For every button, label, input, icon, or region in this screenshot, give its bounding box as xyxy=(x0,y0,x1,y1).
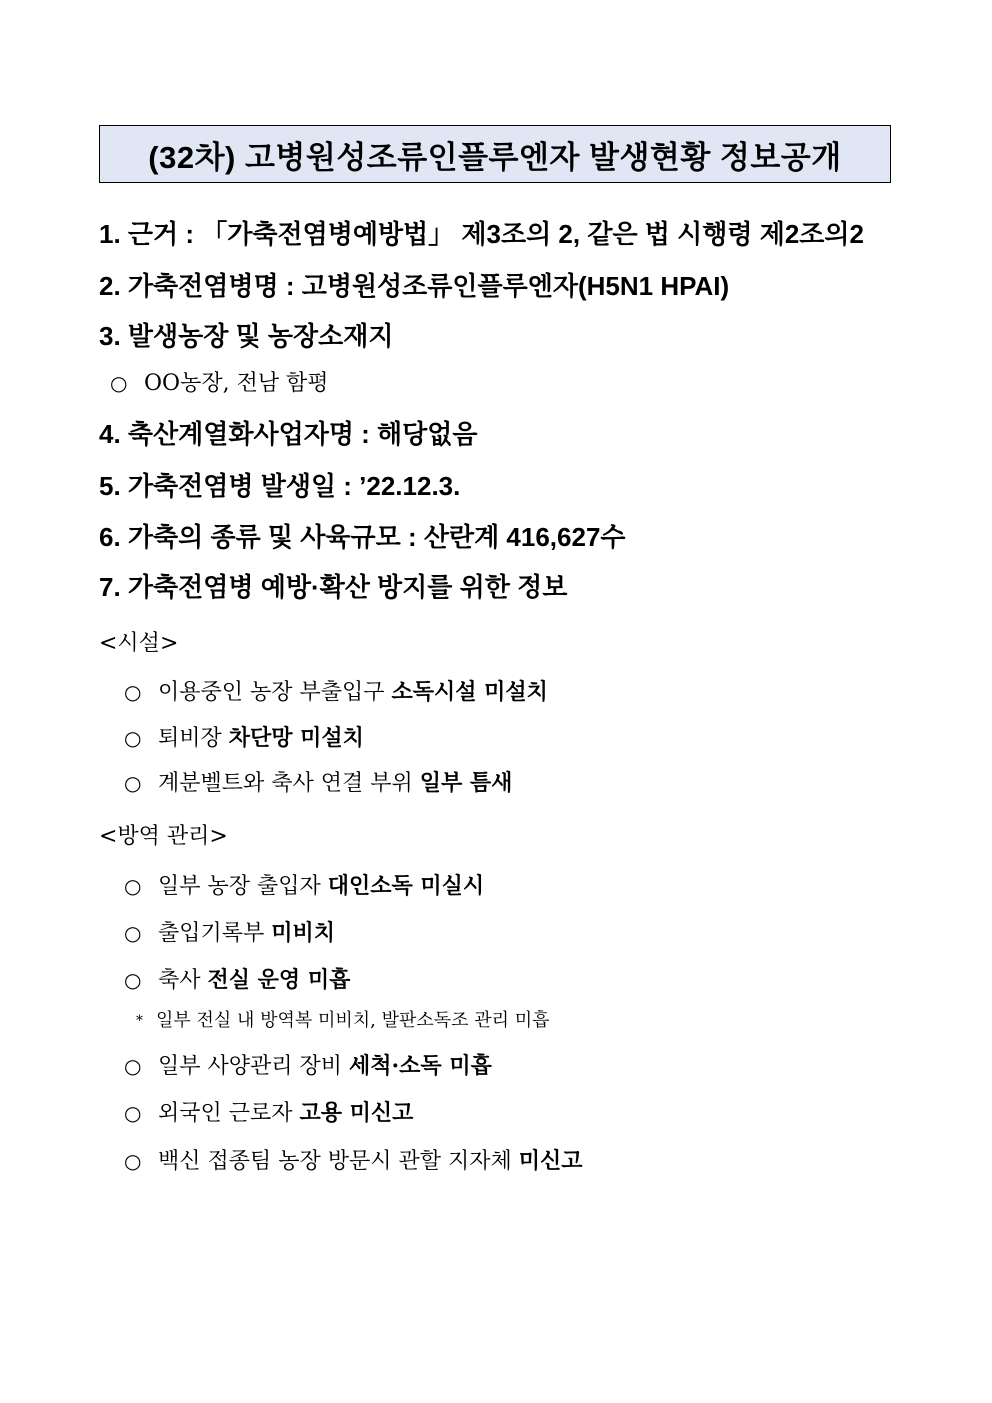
bullet-icon: ○ xyxy=(124,1054,142,1078)
bullet-icon: ○ xyxy=(124,1149,142,1173)
farm-location-text: OO농장, 전남 함평 xyxy=(144,371,329,396)
facilities-label: <시설> xyxy=(99,631,179,656)
item-5-outbreak-date: 5. 가축전염병 발생일 : ’22.12.3. xyxy=(99,471,461,501)
biosecurity-row-text: 출입기록부 xyxy=(158,921,272,946)
biosecurity-row-finding: 전실 운영 미흡 xyxy=(207,967,351,993)
farm-location-line xyxy=(110,373,329,395)
bullet-icon: ○ xyxy=(124,921,142,945)
facility-row-text: 이용중인 농장 부출입구 xyxy=(158,680,392,705)
biosecurity-row xyxy=(124,922,335,945)
document-title: (32차) 고병원성조류인플루엔자 발생현황 정보공개 xyxy=(148,139,842,175)
biosecurity-row xyxy=(124,875,484,898)
title-box xyxy=(99,125,891,183)
biosecurity-row-finding: 미신고 xyxy=(518,1148,583,1174)
facility-row xyxy=(124,681,548,704)
item-6-species-scale: 6. 가축의 종류 및 사육규모 : 산란계 416,627수 xyxy=(99,522,626,552)
bullet-icon: ○ xyxy=(110,371,128,395)
biosecurity-row xyxy=(124,969,350,992)
biosecurity-note xyxy=(136,1012,550,1030)
biosecurity-row-text: 외국인 근로자 xyxy=(158,1101,300,1126)
item-2-disease-name: 2. 가축전염병명 : 고병원성조류인플루엔자(H5N1 HPAI) xyxy=(99,271,730,301)
biosecurity-row-text: 축사 xyxy=(158,968,208,993)
biosecurity-row xyxy=(124,1102,413,1125)
facility-row-text: 퇴비장 xyxy=(158,726,229,751)
item-3-farm-location: 3. 발생농장 및 농장소재지 xyxy=(99,321,394,351)
facility-row xyxy=(124,727,364,750)
biosecurity-row xyxy=(124,1150,583,1173)
facility-row xyxy=(124,772,512,795)
biosecurity-row-finding: 미비치 xyxy=(271,920,336,946)
bullet-icon: ○ xyxy=(124,874,142,898)
biosecurity-row-text: 일부 농장 출입자 xyxy=(158,874,328,899)
facility-row-text: 계분벨트와 축사 연결 부위 xyxy=(158,771,420,796)
biosecurity-note-text: 일부 전실 내 방역복 미비치, 발판소독조 관리 미흡 xyxy=(156,1010,550,1031)
bullet-icon: ○ xyxy=(124,1101,142,1125)
bullet-icon: ○ xyxy=(124,680,142,704)
biosecurity-row xyxy=(124,1055,492,1078)
biosecurity-label: <방역 관리> xyxy=(99,824,228,849)
asterisk-icon: * xyxy=(136,1013,143,1029)
facility-row-finding: 차단망 미설치 xyxy=(228,725,364,751)
item-4-integrator: 4. 축산계열화사업자명 : 해당없음 xyxy=(99,419,478,449)
item-1-basis: 1. 근거 : 「가축전염병예방법」 제3조의 2, 같은 법 시행령 제2조의2 xyxy=(99,219,864,249)
biosecurity-row-finding: 세척·소독 미흡 xyxy=(349,1053,492,1079)
bullet-icon: ○ xyxy=(124,968,142,992)
bullet-icon: ○ xyxy=(124,771,142,795)
facility-row-finding: 소독시설 미설치 xyxy=(391,679,548,705)
bullet-icon: ○ xyxy=(124,726,142,750)
biosecurity-row-text: 백신 접종팀 농장 방문시 관할 지자체 xyxy=(158,1149,519,1174)
facility-row-finding: 일부 틈새 xyxy=(419,770,513,796)
biosecurity-row-finding: 대인소독 미실시 xyxy=(327,873,485,899)
biosecurity-row-finding: 고용 미신고 xyxy=(299,1100,414,1126)
item-7-prevention-info: 7. 가축전염병 예방·확산 방지를 위한 정보 xyxy=(99,572,568,602)
biosecurity-row-text: 일부 사양관리 장비 xyxy=(158,1054,349,1079)
